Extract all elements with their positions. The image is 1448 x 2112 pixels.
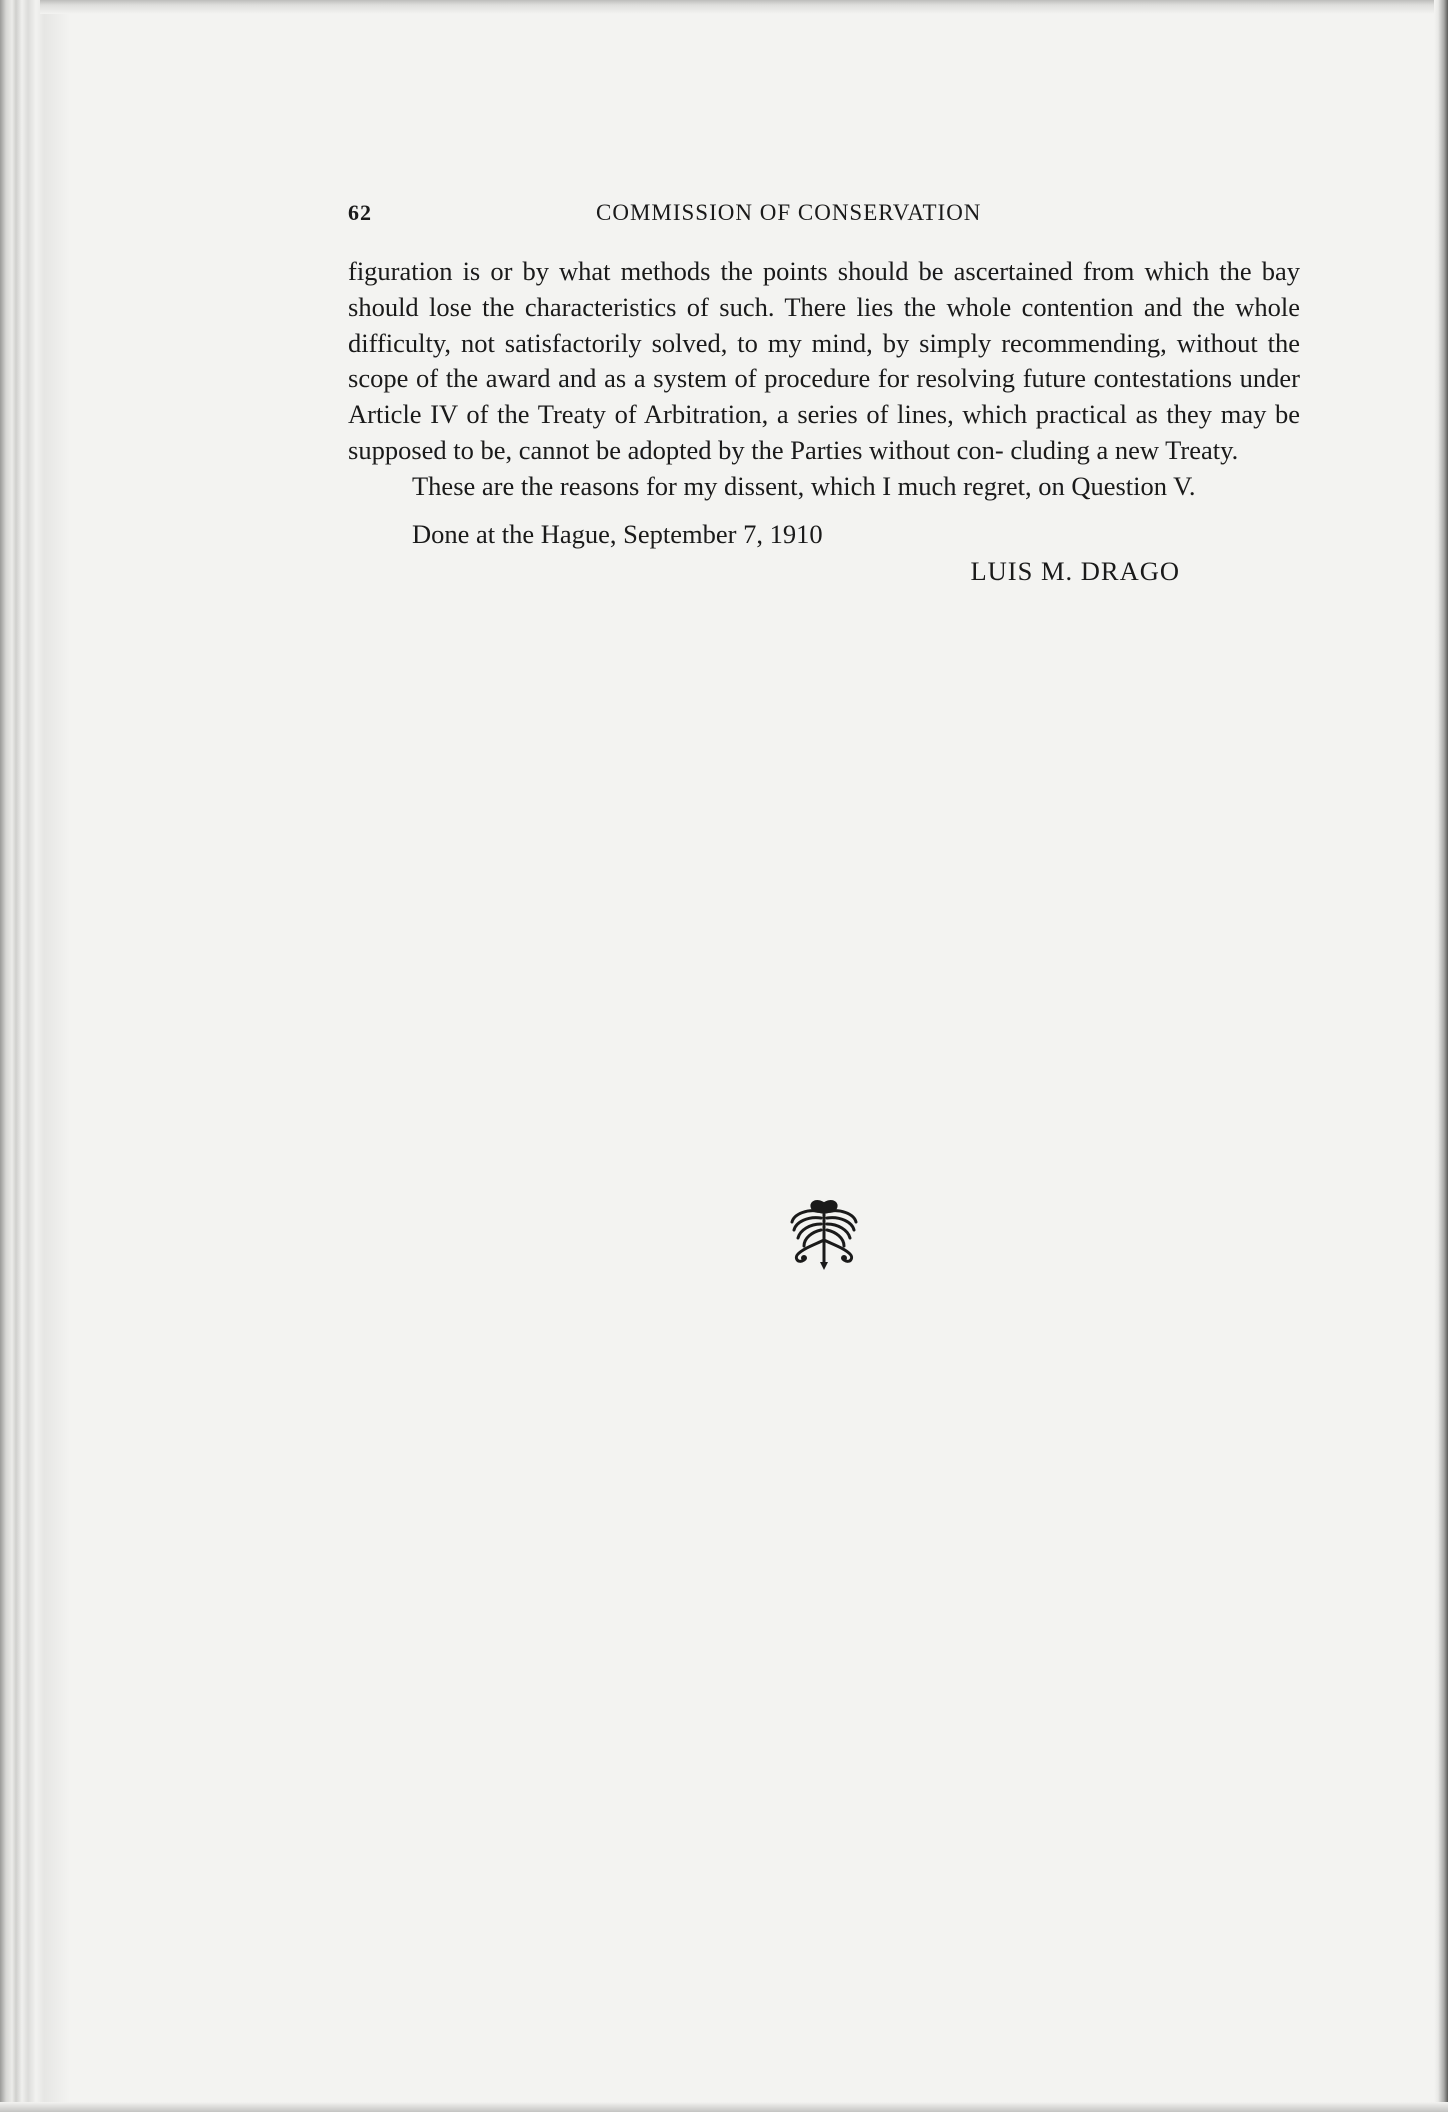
right-page-edge: [1434, 0, 1448, 2112]
paragraph-1-line: whole contention and the whole difficulty, not satisfactorily solved, to my: [348, 291, 1301, 358]
running-head: [348, 194, 1300, 228]
paragraph-2: [348, 469, 1300, 505]
bottom-page-edge: [0, 2102, 1448, 2112]
closing-line: Done at the Hague, September 7, 1910: [412, 518, 823, 549]
paragraph-1-line: cluding a new Treaty.: [1010, 434, 1239, 465]
book-page-edges: [0, 0, 70, 2112]
paragraph-1-line: figuration is or by what methods the points should be ascertained from: [348, 256, 1135, 286]
paragraph-1-line: may be supposed to be, cannot be adopted by the Parties without con-: [348, 399, 1301, 465]
paragraph-1-line: mind, by simply recommending, without the scope of the award and as a: [348, 327, 1301, 394]
paragraph-1-line: which the bay should lose the characteristics of such. There lies the: [348, 256, 1300, 322]
signature: LUIS M. DRAGO: [970, 556, 1180, 587]
text-block: [348, 194, 1300, 590]
top-page-edge: [40, 0, 1440, 14]
fleuron-ornament-icon: [786, 1196, 862, 1272]
paragraph-1-line: of the Treaty of Arbitration, a series of lines, which practical as they: [466, 399, 1213, 430]
paragraph-2-line: These are the reasons for my dissent, which I much regret, on: [412, 470, 1065, 501]
running-title: COMMISSION OF CONSERVATION: [596, 200, 982, 225]
paragraph-2-line: Question V.: [1071, 470, 1196, 501]
page-number: 62: [348, 200, 372, 225]
paragraph-1: [348, 254, 1300, 469]
paragraph-1-line: system of procedure for resolving future contestations under Article IV: [348, 363, 1301, 430]
